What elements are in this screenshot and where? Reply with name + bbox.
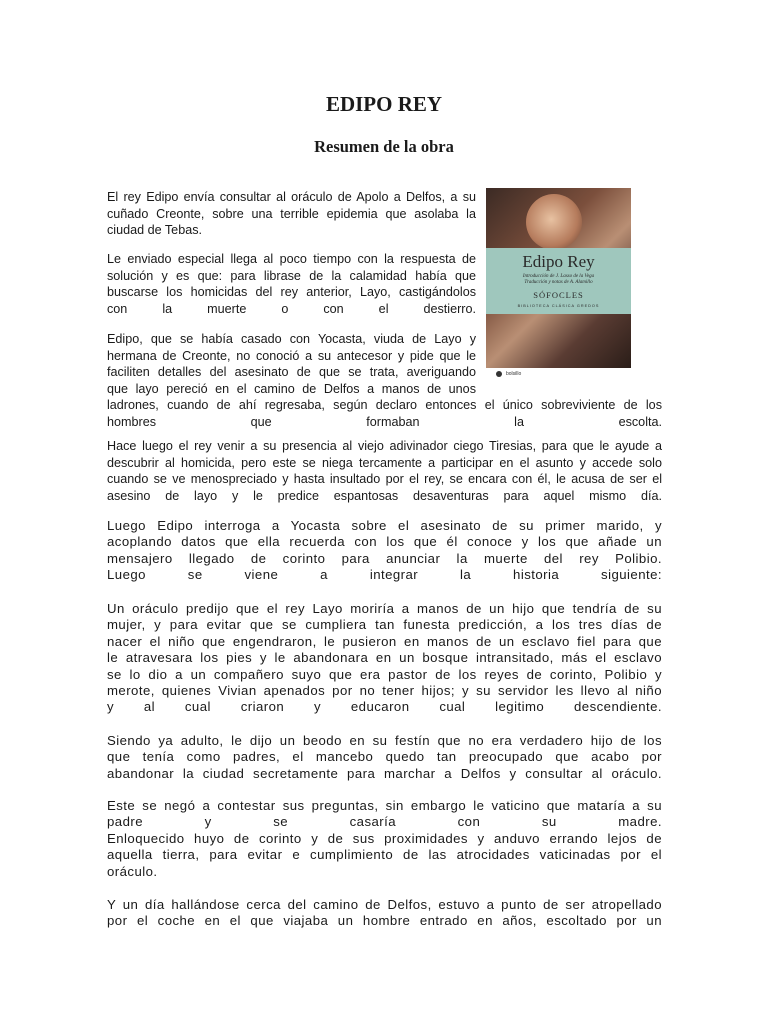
cover-series: BIBLIOTECA CLÁSICA GREDOS	[517, 304, 600, 308]
cover-author: SÓFOCLES	[533, 290, 584, 300]
text-line: cuando se ve menospreciado y hasta insultado por el rey, se encara con él, le acusa de ser el	[107, 472, 662, 486]
cover-credit-line: Introducción de J. Lasso de la Vega	[522, 274, 595, 279]
text-line: ladrones, cuando de ahí regresaba, según declaro entonces el único sobreviviente de los	[107, 398, 662, 412]
text-line: se lo dio a un compañero suyo que era pastor de los reyes de corinto, Polibio y	[107, 666, 662, 682]
text-line: faciliten detalles del asesinato de que se trata, averiguando	[107, 365, 476, 379]
text-line: buscarse los homicidas del rey anterior, Layo, castigándolos	[107, 285, 476, 299]
paragraph-6	[107, 601, 662, 716]
document-title: EDIPO REY	[325, 92, 443, 116]
text-line: le atravesara los pies y le abandonara en un bosque intransitado, más el esclavo	[107, 650, 662, 666]
paragraph-1	[107, 189, 476, 239]
text-line: abandonar la ciudad secretamente para marchar a Delfos y consultar al oráculo.	[107, 765, 662, 781]
cover-figure	[526, 194, 582, 250]
text-line: que layo pereció en el camino de Delfos a manos de unos	[107, 381, 476, 396]
text-line: hombres que formaban la escolta.	[107, 414, 662, 429]
text-line: Edipo, que se había casado con Yocasta, viuda de Layo y	[107, 332, 476, 346]
cover-credit-line: Traducción y notas de A. Alamillo	[524, 280, 593, 285]
text-line: Hace luego el rey venir a su presencia al viejo adivinador ciego Tiresias, para que le ayude a	[107, 439, 662, 453]
text-line: oráculo.	[107, 863, 158, 879]
text-line: Un oráculo predijo que el rey Layo moriría a manos de un hijo que tendría de su	[107, 601, 662, 616]
text-line: padre y se casaría con su madre.	[107, 814, 662, 830]
text-line: El rey Edipo envía consultar al oráculo de Apolo a Delfos, a su	[107, 190, 476, 204]
text-line: ciudad de Tebas.	[107, 223, 202, 237]
paragraph-4	[107, 438, 662, 504]
text-line: aquella tierra, para evitar e cumplimiento de las atrocidades vaticinadas por el	[107, 847, 662, 863]
text-line: hermana de Creonte, no conoció a su antecesor y pide que le	[107, 348, 476, 363]
text-line: acoplando datos que ella recuerda con los que él conoce y los que añade un	[107, 534, 662, 550]
paragraph-3	[107, 331, 476, 397]
paragraph-9	[107, 897, 662, 930]
text-line: nacer el niño que engendraron, le pusieron en manos de un esclavo fiel para que	[107, 633, 662, 649]
text-line: Luego Edipo interroga a Yocasta sobre el asesinato de su primer marido, y	[107, 518, 662, 533]
text-line: y al cual criaron y educaron cual legitimo descendiente.	[107, 699, 662, 715]
book-cover-image	[486, 188, 631, 387]
text-line: Luego se viene a integrar la historia siguiente:	[107, 567, 662, 583]
paragraph-3-continued	[107, 397, 662, 430]
document-subtitle: Resumen de la obra	[314, 137, 454, 156]
paragraph-8	[107, 798, 662, 880]
text-line: merote, quienes Vivian apenados por no tener hijos; y su servidor les llevo al niño	[107, 683, 662, 699]
text-line: por el coche en el que viajaba un hombre entrado en años, escoltado por un	[107, 913, 662, 929]
cover-publisher: bolsillo	[506, 371, 522, 377]
publisher-logo-icon	[496, 371, 502, 377]
text-line: mensajero llegado de corinto para anunciar la muerte del rey Polibio.	[107, 550, 662, 566]
text-line: Este se negó a contestar sus preguntas, sin embargo le vaticino que mataría a su	[107, 798, 662, 813]
cover-credits	[486, 274, 631, 286]
text-line: Y un día hallándose cerca del camino de Delfos, estuvo a punto de ser atropellado	[107, 897, 662, 912]
text-line: asesino de layo y le predice espantosas desaventuras para aquel mismo día.	[107, 488, 662, 503]
text-line: que tenía como padres, el mancebo quedo tan preocupado que acabo por	[107, 749, 662, 765]
text-line: con la muerte o con el destierro.	[107, 301, 476, 316]
text-line: descubrir al homicida, pero este se niega tercamente a participar en el asunto y accede solo	[107, 455, 662, 470]
paragraph-7	[107, 733, 662, 782]
text-line: Siendo ya adulto, le dijo un beodo en su festín que no era verdadero hijo de los	[107, 733, 662, 748]
text-line: solución y es que: para librase de la calamidad había que	[107, 268, 476, 283]
text-line: Le enviado especial llega al poco tiempo con la respuesta de	[107, 252, 476, 266]
paragraph-5	[107, 518, 662, 584]
cover-title: Edipo Rey	[522, 252, 595, 271]
text-line: cuñado Creonte, sobre una terrible epidemia que asolaba la	[107, 206, 476, 221]
text-line: mujer, y para evitar que se cumpliera tan funesta predicción, a los tres días de	[107, 617, 662, 633]
text-line: Enloquecido huyo de corinto y de sus proximidades y anduvo errando lejos de	[107, 830, 662, 846]
paragraph-2	[107, 251, 476, 317]
